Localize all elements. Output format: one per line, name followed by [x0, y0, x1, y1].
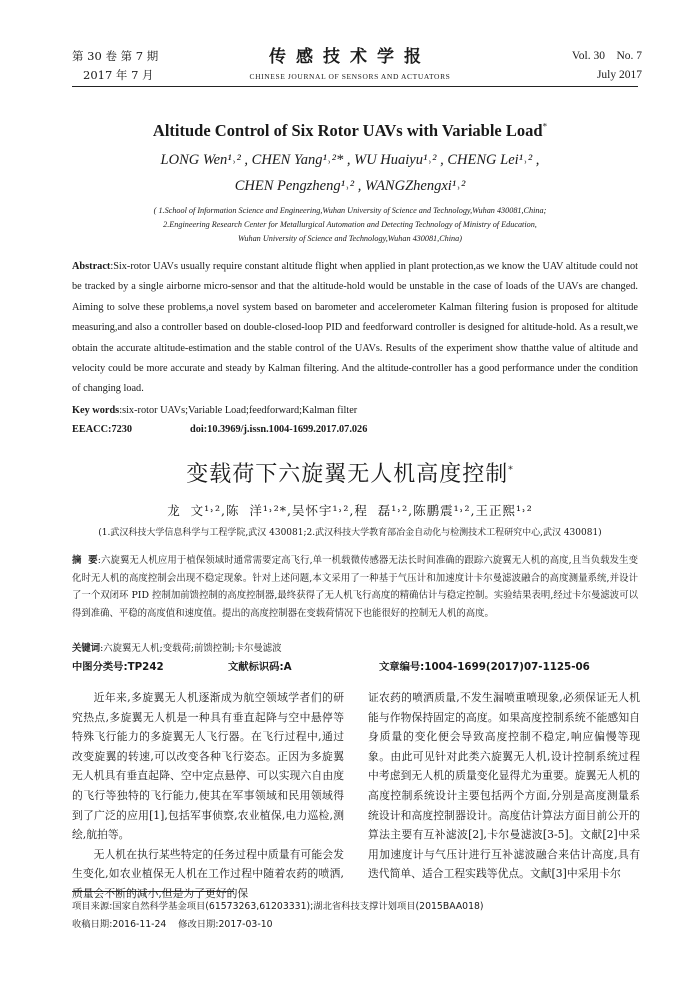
authors-en-line2: CHEN Pengzheng¹˒² , WANGZhengxi¹˒²: [234, 178, 466, 194]
keywords-en-label: Key words: [72, 405, 120, 416]
header-right: [572, 47, 642, 85]
date-en: July 2017: [596, 69, 642, 81]
paper-title-cn: [0, 457, 700, 488]
volume-en: Vol. 30 No. 7: [571, 50, 642, 62]
article-number: 文章编号:1004-1699(2017)07-1125-06: [379, 661, 590, 673]
body-paragraph: 无人机在执行某些特定的任务过程中质量有可能会发生变化,如农业植保无人机在工作过程中随着农药的喷洒,质量会不断的减小,但是为了更好的保: [72, 847, 344, 900]
paper-title-en: [0, 121, 700, 141]
journal-title-cn: 传感技术学报: [269, 47, 431, 67]
keywords-cn-label: 关键词: [72, 643, 101, 654]
body-paragraph: 近年来,多旋翼无人机逐渐成为航空领域学者们的研究热点,多旋翼无人机是一种具有垂直起降与空中悬停等特殊飞行能力的多旋翼无人飞行器。在飞行过程中,通过改变旋翼的转速,可以改变各种飞行姿态。正因为多旋翼无人机具有垂直起降、空中定点悬停、可以实现六自由度的飞行等独特的飞行能力,使其在军事领域和民用领域得到了广泛的应用[1],包括军事侦察,农业植保,电力巡检,测绘,航拍等。: [72, 691, 344, 842]
footnote-dates: 收稿日期:2016-11-24 修改日期:2017-03-10: [72, 919, 273, 930]
doi: doi:10.3969/j.issn.1004-1699.2017.07.026: [190, 424, 368, 435]
abstract-cn: [72, 552, 638, 622]
journal-title-en: CHINESE JOURNAL OF SENSORS AND ACTUATORS: [249, 72, 451, 81]
affiliation-en-line: ( 1.School of Information Science and Engineering,Wuhan University of Science and Technology,Wuhan 430081,China;: [153, 206, 547, 215]
eeacc-code: EEACC:7230: [72, 424, 133, 435]
affiliation-en-line: 2.Engineering Research Center for Metallurgical Automation and Detecting Technology of Ministry of Education,: [163, 220, 537, 229]
affiliation-cn: (1.武汉科技大学信息科学与工程学院,武汉 430081;2.武汉科技大学教育部冶金自动化与检测技术工程研究中心,武汉 430081): [98, 528, 602, 538]
abstract-en-text: :Six-rotor UAVs usually require constant altitude flight when applied in plant protection,as we know the UAV altitude could not be tracked by a single airborne micro-sensor and that the altitude-hold would be unstable in the case of loads of the UAVs are changed. Aiming to solve these problems,a novel system based on barometer and accelerometer Kalman filtering fusion is proposed for altitude measuring,and also a controller based on double-closed-loop PID and feedforward controller is designed for altitude-hold. As a result,we obtain the accurate altitude-estimation and the stable control of the UAVs. Results of the experiment show thatthe value of altitude and velocity could be more accurate and steady by Kalman filtering. And the altitude-controller has a good performance under the condition of changing load.: [72, 261, 638, 395]
volume-cn: 第 30 卷 第 7 期: [72, 49, 159, 63]
title-en-mark: *: [542, 121, 548, 132]
keywords-en-text: :six-rotor UAVs;Variable Load;feedforward;Kalman filter: [119, 405, 358, 416]
footnote-rule: [72, 891, 234, 892]
abstract-en: [72, 257, 638, 400]
authors-cn: 龙 文¹˒²,陈 洋¹˒²*,吴怀宇¹˒²,程 磊¹˒²,陈鹏震¹˒²,王正熙¹˒²: [167, 503, 533, 518]
keywords-cn-text: :六旋翼无人机;变载荷;前馈控制;卡尔曼滤波: [100, 643, 282, 654]
date-cn: 2017 年 7 月: [83, 68, 154, 82]
abstract-cn-text: :六旋翼无人机应用于植保领域时通常需要定高飞行,单一机载微传感器无法长时间准确的跟踪六旋翼无人机的高度,且当负载发生变化时无人机的高度控制会出现不稳定现象。针对上述问题,本文采用了一种基于气压计和加速度计卡尔曼滤波融合的高度测量系统,并设计了一个双闭环 PID 控制加前馈控制的高度控制器,最终获得了无人机飞行高度的精确估计与稳定控制。实验结果表明,经过卡尔曼滤波可以得到准确、平稳的高度值和速度值。提出的高度控制器在变载荷情况下也能很好的控制无人机的高度。: [72, 555, 639, 619]
footnote-fund: 项目来源:国家自然科学基金项目(61573263,61203331);湖北省科技支撑计划项目(2015BAA018): [72, 901, 484, 912]
keywords-cn: [72, 640, 282, 654]
title-en-text: Altitude Control of Six Rotor UAVs with Variable Load: [152, 121, 543, 140]
affiliation-en-line: Wuhan University of Science and Technology,Wuhan 430081,China): [238, 234, 462, 243]
title-cn-text: 变载荷下六旋翼无人机高度控制: [186, 462, 509, 487]
title-cn-mark: *: [508, 465, 514, 476]
abstract-cn-label: 摘 要: [72, 555, 98, 566]
body-column-right: [368, 688, 640, 884]
header-rule: [72, 86, 638, 87]
document-code: 文献标识码:A: [228, 661, 292, 673]
abstract-en-label: Abstract: [72, 261, 111, 272]
clc-number: 中图分类号:TP242: [72, 661, 164, 673]
authors-en-line1: LONG Wen¹˒² , CHEN Yang¹˒²* , WU Huaiyu¹˒² , CHENG Lei¹˒² ,: [160, 152, 540, 168]
affiliations-en: [0, 204, 700, 246]
body-column-left: [72, 688, 344, 904]
keywords-en: [72, 405, 357, 416]
body-paragraph: 证农药的喷洒质量,不发生漏喷重喷现象,必须保证无人机能与作物保持固定的高度。如果高度控制系统不能感知自身质量的变化便会导致高度控制不稳定,响应偏慢等现象。由此可见针对此类六旋翼无人机,设计控制系统过程中考虑到无人机的质量变化显得尤为重要。旋翼无人机的高度控制系统设计主要包括两个方面,分别是高度测量系统设计和高度控制器设计。高度估计算法方面目前公开的算法主要有互补滤波[2],卡尔曼滤波[3-5]。文献[2]中采用加速度计与气压计进行互补滤波融合来估计高度,具有迭代简单、适合工程实践等优点。文献[3]中采用卡尔: [368, 691, 640, 881]
